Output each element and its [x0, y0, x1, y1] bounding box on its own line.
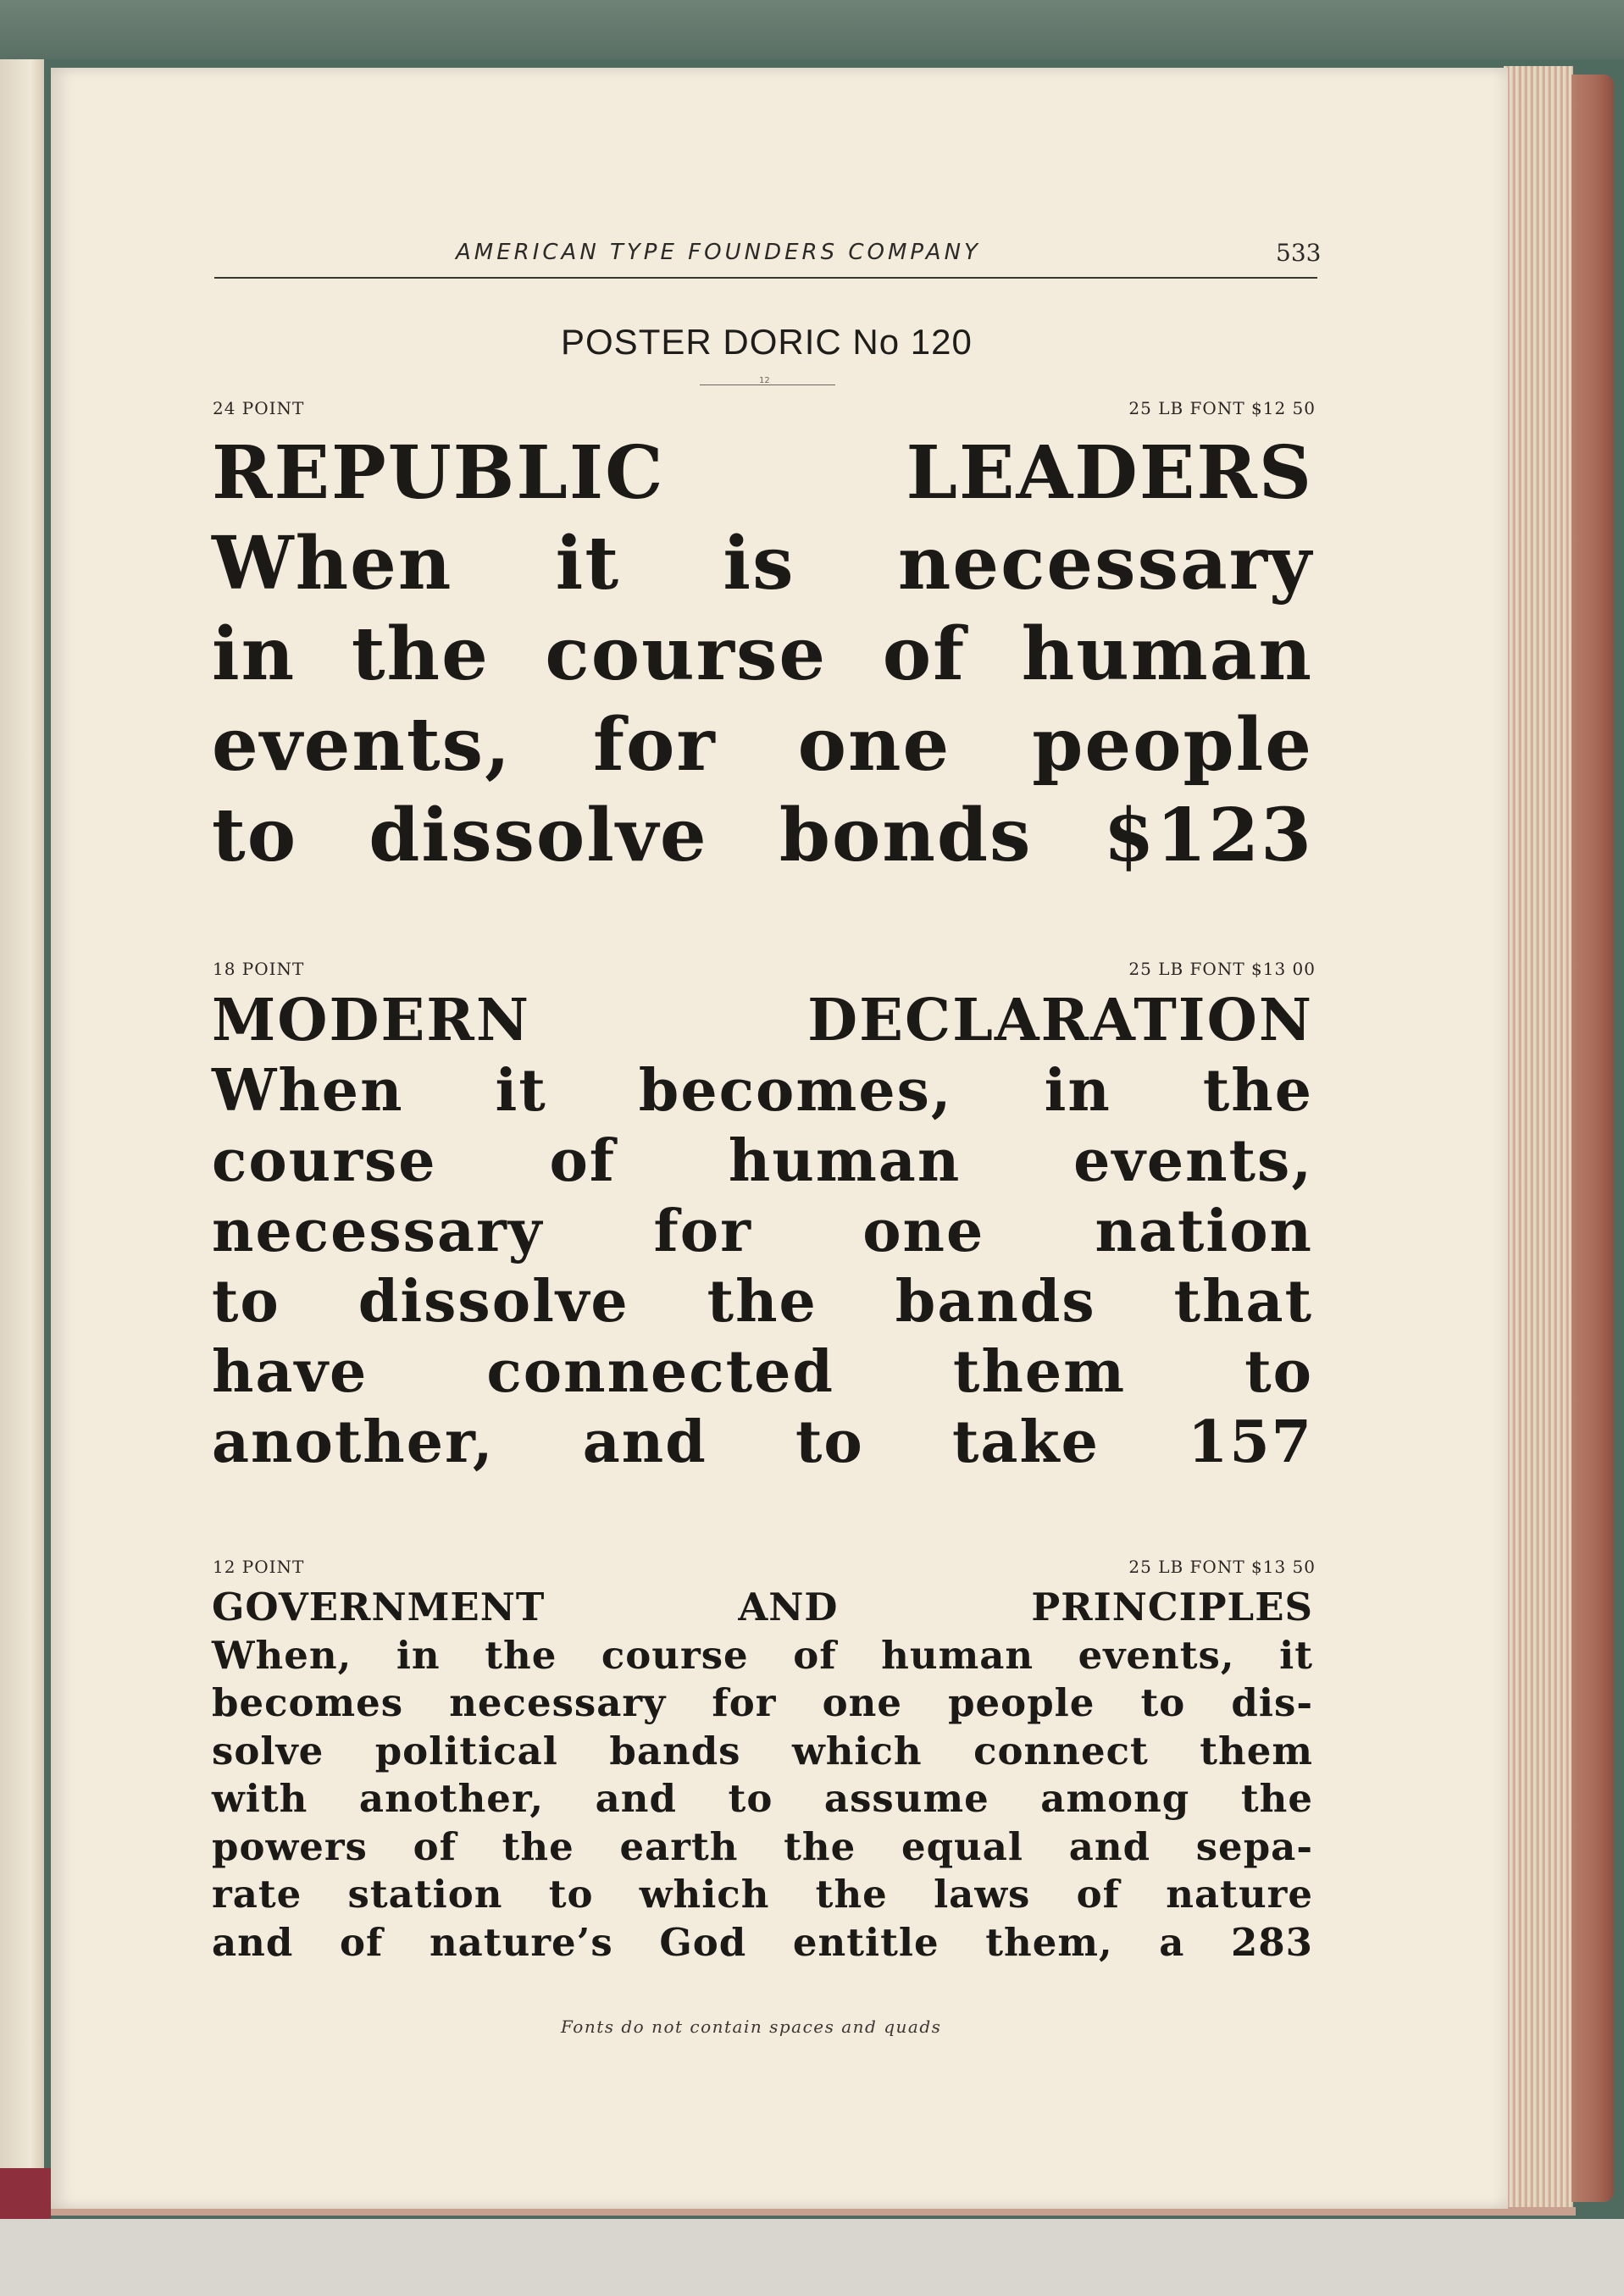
page-stack [1504, 66, 1573, 2210]
specimen-line: rate station to which the laws of nature [212, 1872, 1313, 1917]
running-head: AMERICAN TYPE FOUNDERS COMPANY [456, 240, 981, 265]
specimen-line: to dissolve the bands that [212, 1268, 1313, 1336]
specimen-line: GOVERNMENT AND PRINCIPLES [212, 1585, 1313, 1629]
specimen-line: MODERN DECLARATION [212, 987, 1313, 1054]
specimen-line: When it becomes, in the [212, 1057, 1313, 1125]
specimen-line: When it is necessary [212, 521, 1313, 606]
header-rule [214, 277, 1317, 279]
size-label-12: 12 POINT [213, 1557, 305, 1577]
fore-edge [1571, 75, 1614, 2202]
typeface-title: POSTER DORIC No 120 [561, 322, 973, 362]
specimen-12-point [212, 1584, 1313, 1967]
specimen-line: and of nature’s God entitle them, a 283 [212, 1919, 1313, 1965]
footnote: Fonts do not contain spaces and quads [561, 2017, 942, 2037]
specimen-18-point [212, 986, 1313, 1478]
specimen-line: REPUBLIC LEADERS [212, 430, 1313, 516]
size-label-24: 24 POINT [213, 398, 305, 418]
specimen-line: becomes necessary for one people to dis- [212, 1680, 1313, 1725]
font-price-12: 25 LB FONT $13 50 [1128, 1557, 1316, 1577]
font-price-18: 25 LB FONT $13 00 [1128, 959, 1316, 979]
specimen-line: necessary for one nation [212, 1198, 1313, 1265]
specimen-line: solve political bands which connect them [212, 1728, 1313, 1773]
specimen-line: to dissolve bonds $123 [212, 793, 1313, 878]
specimen-line: have connected them to [212, 1338, 1313, 1406]
specimen-line: in the course of human [212, 611, 1313, 697]
specimen-line: When, in the course of human events, it [212, 1632, 1313, 1678]
facing-page-edge [0, 59, 44, 2219]
specimen-line: with another, and to assume among the [212, 1776, 1313, 1821]
specimen-line: course of human events, [212, 1127, 1313, 1195]
page-number: 533 [1276, 239, 1322, 267]
specimen-line: events, for one people [212, 702, 1313, 788]
binding-corner [0, 2168, 51, 2219]
specimen-line: another, and to take 157 [212, 1408, 1313, 1476]
font-price-24: 25 LB FONT $12 50 [1128, 398, 1316, 418]
specimen-24-point [212, 428, 1313, 881]
specimen-line: powers of the earth the equal and sepa- [212, 1823, 1313, 1869]
book-cover-top [0, 0, 1624, 59]
size-label-18: 18 POINT [213, 959, 305, 979]
title-rule-mark: 12 [759, 376, 770, 385]
